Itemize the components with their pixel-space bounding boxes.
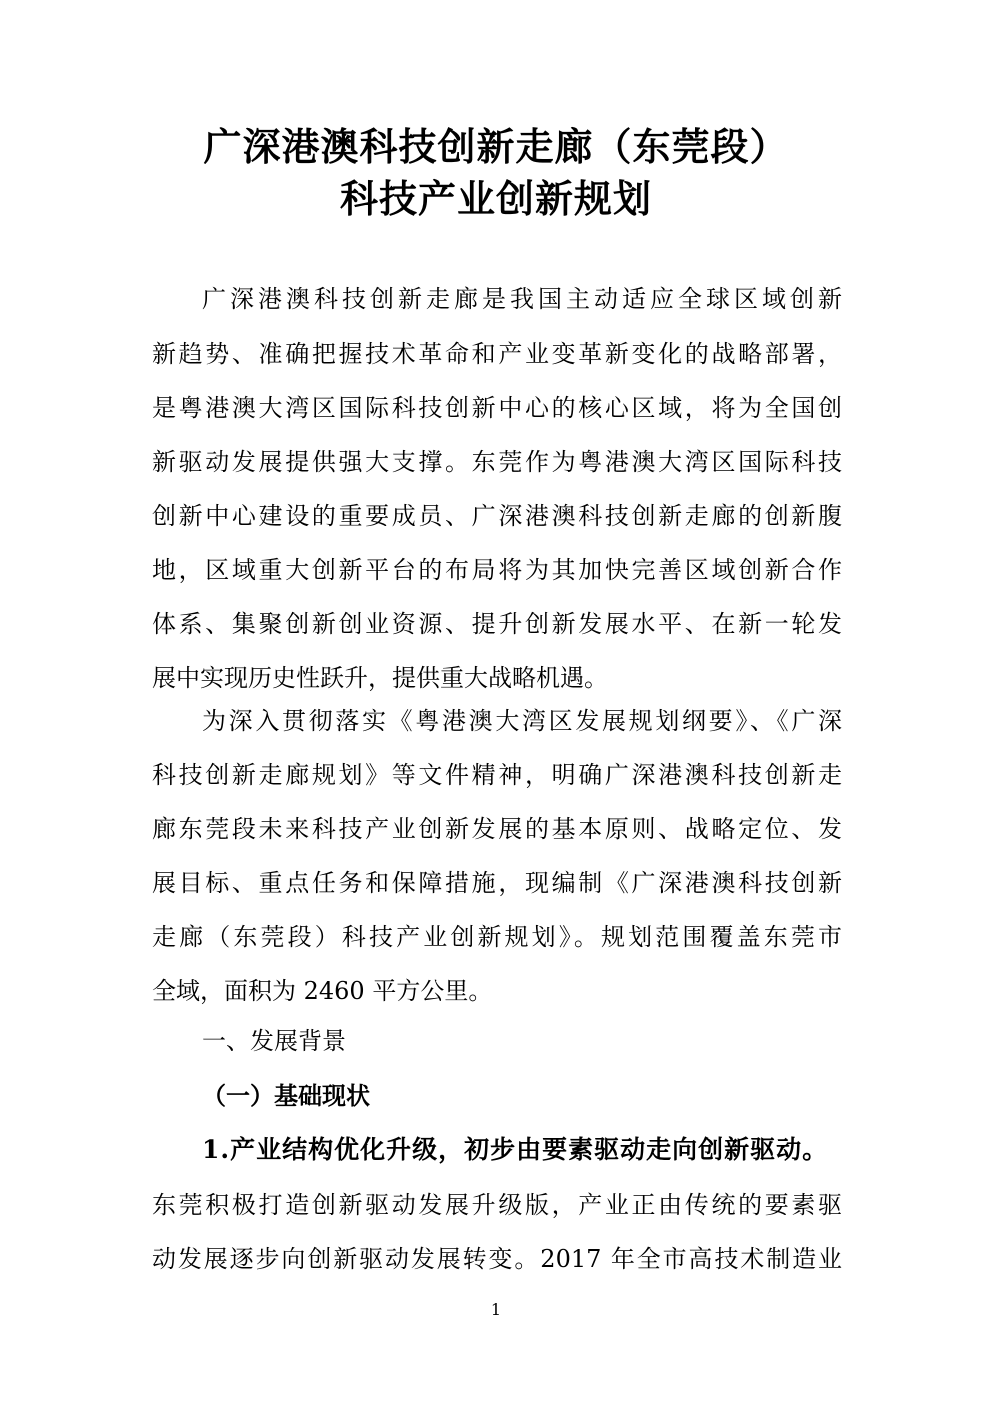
paragraph-2-line: 为深入贯彻落实《粤港澳大湾区发展规划纲要》、《广深 xyxy=(202,707,842,735)
page-number: 1 xyxy=(490,1300,502,1319)
item-heading: 1.产业结构优化升级，初步由要素驱动走向创新驱动。 xyxy=(202,1135,829,1164)
paragraph-1-line: 地，区域重大创新平台的布局将为其加快完善区域创新合作 xyxy=(152,556,842,584)
section-heading: 一、发展背景 xyxy=(202,1027,346,1055)
paragraph-1-line: 体系、集聚创新创业资源、提升创新发展水平、在新一轮发 xyxy=(152,610,842,638)
document-title-line-2: 科技产业创新规划 xyxy=(339,177,652,221)
paragraph-1-line: 广深港澳科技创新走廊是我国主动适应全球区域创新 xyxy=(202,285,842,313)
subsection-heading: （一）基础现状 xyxy=(202,1082,370,1110)
document-title-line-1: 广深港澳科技创新走廊（东莞段） xyxy=(203,125,789,169)
paragraph-2-line: 廊东莞段未来科技产业创新发展的基本原则、战略定位、发 xyxy=(152,815,842,843)
paragraph-1-line: 新趋势、准确把握技术革命和产业变革新变化的战略部署， xyxy=(152,340,842,368)
paragraph-3-line: 动发展逐步向创新驱动发展转变。2017 年全市高技术制造业 xyxy=(152,1245,842,1273)
paragraph-2-line: 走廊（东莞段）科技产业创新规划》。规划范围覆盖东莞市 xyxy=(152,923,842,951)
paragraph-2-line: 全域，面积为 2460 平方公里。 xyxy=(152,977,493,1005)
paragraph-1-line: 展中实现历史性跃升，提供重大战略机遇。 xyxy=(152,664,608,692)
paragraph-1-line: 是粤港澳大湾区国际科技创新中心的核心区域，将为全国创 xyxy=(152,394,842,422)
paragraph-3-line: 东莞积极打造创新驱动发展升级版，产业正由传统的要素驱 xyxy=(152,1191,842,1219)
paragraph-2-line: 展目标、重点任务和保障措施，现编制《广深港澳科技创新 xyxy=(152,869,842,897)
paragraph-1-line: 新驱动发展提供强大支撑。东莞作为粤港澳大湾区国际科技 xyxy=(152,448,842,476)
paragraph-2-line: 科技创新走廊规划》等文件精神，明确广深港澳科技创新走 xyxy=(152,761,842,789)
paragraph-1-line: 创新中心建设的重要成员、广深港澳科技创新走廊的创新腹 xyxy=(152,502,842,530)
